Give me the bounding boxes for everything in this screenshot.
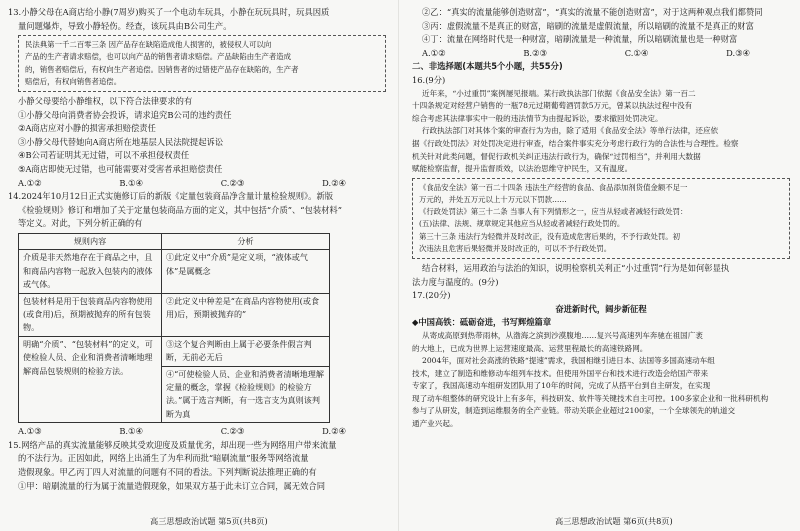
law-line: 产品的生产者请求赔偿，也可以向产品的销售者请求赔偿。产品缺陷由生产者造成	[25, 52, 292, 62]
table-cell: ③这个复合判断由上属于必要条件假言判断，无前必无后	[162, 336, 330, 366]
law-line: 赔偿后，有权向销售者追偿。	[25, 76, 122, 86]
material-line: 综合考虑其法律事实中一般的违法情节为由提起诉讼，要求撤回处罚决定。	[412, 113, 663, 123]
material-line: 参与了从研发，制造到运维服务的全产业链。带动关联企业超过2100家，一个全球领先的轨道交	[412, 406, 736, 416]
table-cell: 明确“介质”、“包装材料”的定义，可使检验人员、企业和消费者清晰地理解商品包装规则的检验方法。	[19, 336, 162, 422]
q13-item: ⑤A商店即使无过错，也可能需要对受害者承担赔偿责任	[18, 163, 223, 174]
material-line: 行政执法部门对其体个案的审查行为为由，除了适用《食品安全法》等单行法律，还应依	[422, 126, 719, 136]
table-cell: ②此定义中种差是“在商品内容物使用(或食用)后，预期被抛弃的”	[162, 293, 330, 336]
q15-item: ④丁：流量在网络时代是一种财富，暗刷流量是一种流量，所以暗刷流量也是一种财富	[422, 34, 738, 45]
material-line: 技术，建立了制造和维修动车组列车技术。但使用外国平台和技术进行改造会给国产带来	[412, 368, 709, 378]
material-line: 的大地上，已成为世界上运营速度最高、运营里程最长的高速铁路网。	[412, 343, 648, 353]
option-a: A.①③	[18, 426, 42, 437]
material-line: 赋能检察监督，提升监督质效，以法治思维守护民生，又有温度。	[412, 164, 633, 174]
question-16	[412, 74, 790, 289]
q17-subtitle: ◆中国高铁：砥砺奋进，书写辉煌篇章	[412, 317, 552, 328]
option-c: C.①④	[624, 47, 649, 58]
material-line: 机关针对此类问题，督促行政机关纠正违法行政行为，确保“过罚相当”，并利用大数据	[412, 151, 701, 161]
q15-options	[412, 47, 790, 61]
table-cell: ④“可使检验人员、企业和消费者清晰地理解定量的概念，掌握《检验规则》的检验方法。”属于选言判断，有一选言支为真则该判断为真	[162, 366, 330, 423]
law-line: 第三十三条 违法行为轻微并及时改正，没有造成危害后果的，不予行政处罚。初	[419, 231, 681, 241]
question-17	[412, 289, 790, 431]
q15-item: ②乙：“真实的流量能够创造财富”，“真实的流量不能创造财富”，对于这两种观点我们都赞同	[422, 7, 763, 17]
material-line: 据《行政处罚法》对处罚决定进行审查，结合案件事实充分考虑行政行为的合法性与合理性。检察	[412, 138, 739, 148]
option-d: D.③④	[726, 47, 750, 58]
right-page	[412, 6, 790, 431]
table-row	[19, 293, 330, 336]
table-cell: ①此定义中“介质”是定义项，“液体或气体”是属概念	[162, 250, 330, 293]
question-14	[8, 190, 386, 439]
q13-item: ②A商店应对小静的损害承担赔偿责任	[18, 123, 156, 134]
option-a: A.①②	[422, 47, 446, 58]
q15-stem-line: ①甲：暗刷流量的行为属于流量造假现象，如果双方基于此未订立合同，属无效合同	[18, 480, 325, 491]
law-line: (五)法律、法规、规章规定其他应当从轻或者减轻行政处罚的。	[419, 219, 625, 229]
law-line: 《行政处罚法》第三十二条 当事人有下列情形之一，应当从轻或者减轻行政处罚：	[419, 207, 688, 217]
option-c: C.②③	[220, 177, 245, 188]
q15-stem-line: 15.网络产品的真实流量能够反映其受欢迎度及质量优劣，却出现一些为网络用户带来流量	[8, 439, 337, 450]
q16-law-excerpt	[412, 178, 790, 259]
material-line: 十四条规定对经营户销售的一瓶78元过期葡萄酒罚款5万元，曾某以执法过程中没有	[412, 101, 693, 111]
option-b: B.①④	[119, 177, 143, 188]
page-divider	[398, 0, 399, 531]
q13-stem-line: 13.小静父母在A商店给小静(7周岁)购买了一个电动车玩具，小静在玩玩具时，玩具因质	[8, 7, 330, 17]
q14-stem-line: 等定义。对此，下列分析正确的有	[18, 218, 143, 229]
law-line: 次违法且危害后果轻微并及时改正的，可以不予行政处罚。	[419, 243, 612, 253]
q14-analysis-table	[18, 233, 330, 423]
q17-title: 奋进新时代，阔步新征程	[555, 303, 647, 314]
q15-item: ③丙：虚假流量不是真正的财富，暗刷的流量是虚假流量，所以暗刷的流量不是真正的财富	[422, 20, 754, 31]
q14-stem-line: 14.2024年10月12日正式实施修订后的新版《定量包装商品净含量计量检验规则》。新版	[8, 191, 334, 202]
left-page	[8, 6, 386, 493]
q13-item: ④B公司若证明其无过错，可以不承担侵权责任	[18, 150, 190, 161]
q16-head: 16.(9分)	[412, 74, 446, 85]
q14-options	[8, 425, 386, 439]
table-header: 规则内容	[19, 233, 162, 249]
option-a: A.①②	[18, 177, 42, 188]
q14-stem-line: 《检验规则》修订和增加了关于定量包装商品方面的定义，其中包括“介质”、“包装材料”	[18, 204, 342, 215]
table-cell: 介质是非天然地存在于商品之中，且和商品内容物一起放入包装内的液体或气体。	[19, 250, 162, 293]
q17-material	[412, 330, 790, 431]
q13-options	[8, 177, 386, 191]
q16-material	[412, 88, 790, 176]
option-d: D.②④	[322, 177, 346, 188]
q13-ask: 小静父母要给小静维权，以下符合法律要求的有	[18, 96, 193, 106]
law-line: 的，销售者赔偿后，有权向生产者追偿。因销售者的过错使产品存在缺陷的，生产者	[25, 64, 299, 74]
option-b: B.②③	[523, 47, 547, 58]
q15-stem-line: 造假现象。甲乙丙丁四人对流量的问题有不同的看法。下列判断说法推理正确的有	[18, 467, 317, 477]
material-line: 2004年，面对社会高涨的铁路“提速”需求，我国相继引进日本、法国等多国高速动车组	[422, 356, 715, 366]
q13-item: ③小静父母代替她向A商店所在地基层人民法院提起诉讼	[18, 136, 224, 147]
law-line: 民法典第一千二百零三条 因产品存在缺陷造成他人损害的，被侵权人可以向	[25, 40, 272, 50]
table-row	[19, 250, 330, 293]
material-line: 从寄成高原到热带雨林，从渤海之滨到沙漠腹地……复兴号高速列车奔驰在祖国广袤	[422, 330, 703, 340]
law-line: 万元的，并处五万元以上十万元以下罚款……	[419, 194, 567, 204]
law-line: 《食品安全法》第一百二十四条 违法生产经营的食品、食品添加剂货值金额不足一	[419, 182, 688, 192]
option-d: D.②④	[322, 426, 346, 437]
table-row	[19, 336, 330, 366]
right-page-footer: 高三思想政治试题 第6页(共8页)	[555, 516, 673, 526]
q16-ask-line: 结合材料，运用政治与法治的知识，说明检察机关利正“小过重罚”行为是如何彰显执	[422, 262, 730, 273]
q13-stem-line: 量问题爆炸，导致小静轻伤。经查，该玩具由B公司生产。	[18, 20, 232, 31]
table-header: 分析	[162, 233, 330, 249]
material-line: 专家了，我国高速动车组研发团队用了10年的时间，完成了从搭平台到自主研发，在实现	[412, 381, 711, 391]
question-15	[8, 439, 386, 493]
option-b: B.①④	[119, 426, 143, 437]
q13-item: ①小静父母向消费者协会投诉，请求追究B公司的违约责任	[18, 109, 232, 120]
material-line: 近年来，“小过重罚”案例屡见报端。某行政执法部门依据《食品安全法》第一百二	[422, 88, 696, 98]
table-header-row	[19, 233, 330, 249]
table-cell: 包装材料是用于包装商品内容物使用(或食用)后，预期被抛弃的所有包装物。	[19, 293, 162, 336]
q16-ask-line: 法力度与温度的。(9分)	[412, 276, 499, 287]
option-c: C.②③	[220, 426, 245, 437]
q13-law-excerpt	[18, 35, 386, 92]
material-line: 通产业兴起。	[412, 419, 458, 429]
left-page-footer: 高三思想政治试题 第5页(共8页)	[150, 516, 268, 526]
material-line: 现了动车组整体的研究设计上有多年，科技研发、软件等关键技术自主可控。100多家企业和一批科研机构	[412, 393, 769, 403]
question-13	[8, 6, 386, 190]
q17-head: 17.(20分)	[412, 290, 451, 301]
q15-stem-line: 的不法行为。正因如此，网络上出涌生了为牟利而批“暗刷流量”服务等网络流量	[18, 453, 309, 464]
section-heading: 二、非选择题(本题共5个小题，共55分)	[412, 61, 563, 72]
